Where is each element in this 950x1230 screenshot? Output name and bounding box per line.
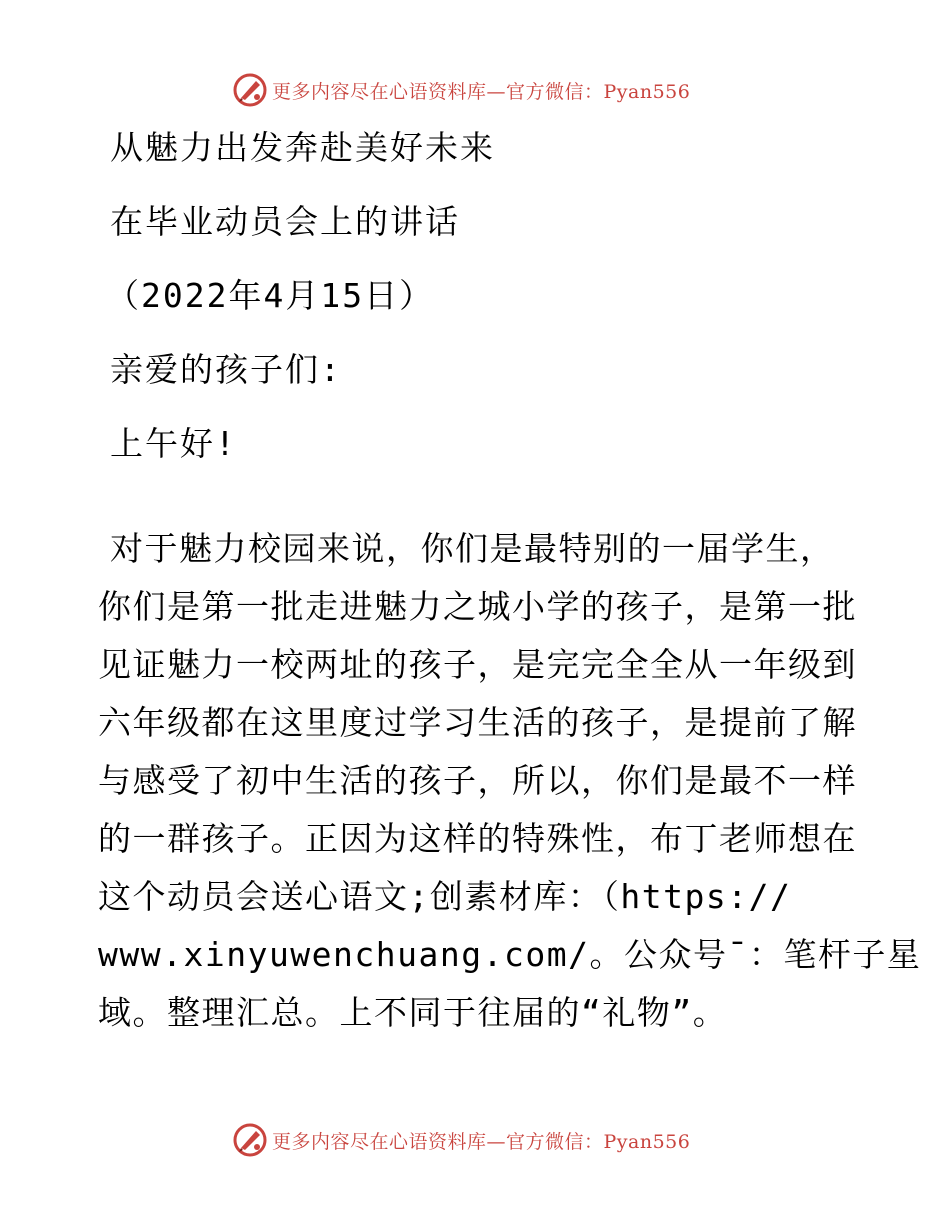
paragraph-line: www.xinyuwenchuang.com/。公众号¯：笔杆子星 — [98, 935, 922, 974]
watermark-text: 更多内容尽在心语资料库—官方微信：Pyan556 — [272, 1130, 691, 1153]
paragraph-line: 见证魅力一校两址的孩子，是完完全全从一年级到 — [98, 645, 857, 684]
paragraph-line: 对于魅力校园来说，你们是最特别的一届学生， — [110, 529, 835, 568]
paragraph-line: 域。整理汇总。上不同于往届的“礼物”。 — [98, 993, 728, 1032]
document-title: 从魅力出发奔赴美好未来 — [110, 128, 495, 167]
paragraph-line: 这个动员会送心语文;创素材库：（https:// — [98, 877, 792, 916]
paragraph-line: 你们是第一批走进魅力之城小学的孩子，是第一批 — [98, 587, 857, 626]
paragraph-line: 六年级都在这里度过学习生活的孩子，是提前了解 — [98, 703, 857, 742]
document-subtitle: 在毕业动员会上的讲话 — [110, 202, 460, 241]
watermark-text: 更多内容尽在心语资料库—官方微信：Pyan556 — [272, 80, 691, 103]
greeting: 上午好! — [110, 424, 237, 463]
paragraph-line: 与感受了初中生活的孩子，所以，你们是最不一样 — [98, 761, 857, 800]
document-date: （2022年4月15日） — [106, 276, 435, 315]
paragraph-line: 的一群孩子。正因为这样的特殊性，布丁老师想在 — [98, 819, 857, 858]
salutation: 亲爱的孩子们: — [110, 350, 342, 389]
header-watermark-banner — [232, 70, 732, 110]
body-paragraph — [98, 520, 922, 1042]
pen-circle-logo-icon — [232, 72, 268, 108]
footer-watermark-banner — [232, 1120, 732, 1160]
pen-circle-logo-icon — [232, 1122, 268, 1158]
